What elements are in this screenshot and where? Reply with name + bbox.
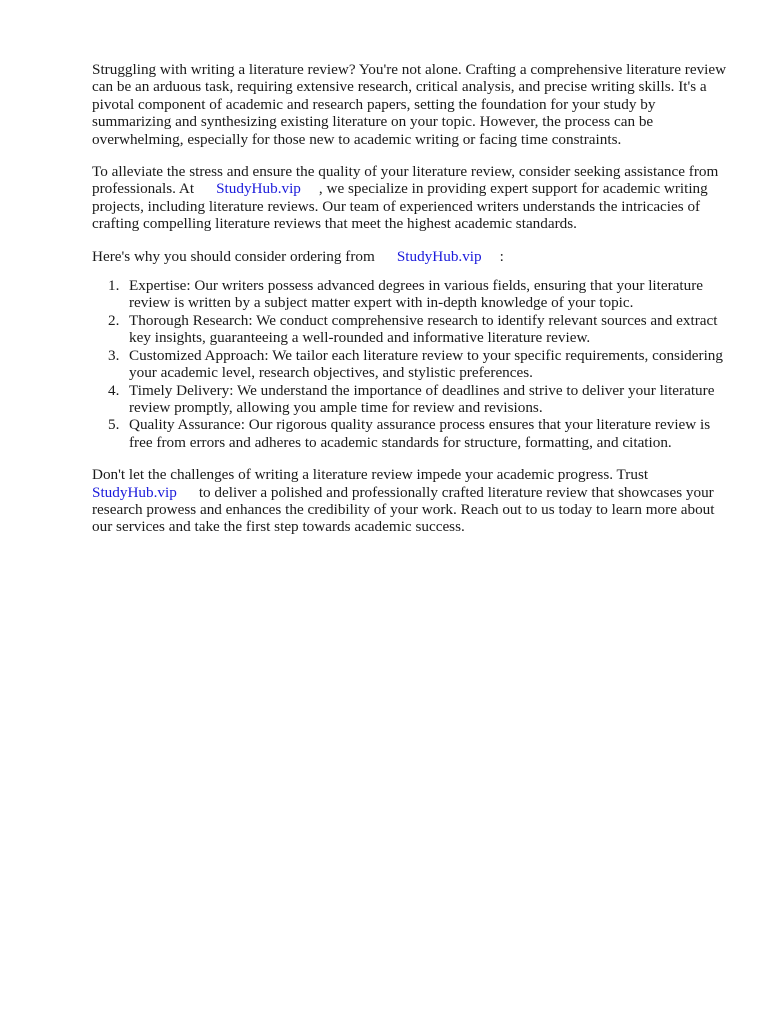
intro-paragraph: Struggling with writing a literature review? You're not alone. Crafting a comprehensive literature review can be an arduous task, requiring extensive research, critical analysis, and precise writing skills. It's a pivotal component of academic and research papers, setting the foundation for your study by summarizing and synthesizing existing literature on your topic. However, the process can be overwhelming, especially for those new to academic writing or facing time constraints. xyxy=(92,61,727,148)
alleviate-text-before: To alleviate the stress and ensure the quality of your literature review, consider seeking assistance from professionals. At xyxy=(92,163,719,198)
why-paragraph xyxy=(92,248,732,265)
alleviate-text-after: , we specialize in providing expert support for academic writing projects, including literature reviews. Our team of experienced writers understands the intricacies of crafting compelling literature reviews that meet the highest academic standards. xyxy=(92,180,708,233)
closing-text-before: Don't let the challenges of writing a literature review impede your academic progress. Trust xyxy=(92,466,649,484)
benefits-list xyxy=(92,277,732,451)
list-item-text: Quality Assurance: Our rigorous quality assurance process ensures that your literature review is free from errors and adheres to academic standards for structure, formatting, and citation. xyxy=(129,416,711,451)
list-item-number: 2. xyxy=(108,311,120,329)
list-item-text: Customized Approach: We tailor each literature review to your specific requirements, considering your academic level, research objectives, and stylistic preferences. xyxy=(129,346,723,382)
list-item-text: Expertise: Our writers possess advanced degrees in various fields, ensuring that your literature review is written by a subject matter expert with in-depth knowledge of your topic. xyxy=(129,277,704,312)
list-item xyxy=(92,312,732,347)
list-item-number: 3. xyxy=(108,346,120,364)
studyhub-link[interactable]: StudyHub.vip xyxy=(216,180,301,198)
list-item xyxy=(92,382,732,417)
alleviate-paragraph xyxy=(92,163,732,233)
document-page xyxy=(92,61,732,536)
list-item-text: Thorough Research: We conduct comprehensive research to identify relevant sources and extract key insights, guaranteeing a well-rounded and informative literature review. xyxy=(129,311,718,347)
why-text-before: Here's why you should consider ordering from xyxy=(92,247,375,265)
list-item-number: 5. xyxy=(108,416,120,434)
list-item-text: Timely Delivery: We understand the importance of deadlines and strive to deliver your literature review promptly, allowing you ample time for review and revisions. xyxy=(129,381,715,416)
list-item-number: 4. xyxy=(108,381,120,399)
list-item xyxy=(92,347,732,382)
closing-text-after: to deliver a polished and professionally crafted literature review that showcases your research prowess and enhances the credibility of your work. Reach out to us today to learn more about our services and take the first step towards academic success. xyxy=(92,483,715,536)
closing-paragraph xyxy=(92,466,732,536)
why-text-after: : xyxy=(499,247,504,265)
list-item xyxy=(92,416,732,451)
studyhub-link[interactable]: StudyHub.vip xyxy=(396,247,482,265)
list-item xyxy=(92,277,732,312)
studyhub-link[interactable]: StudyHub.vip xyxy=(92,483,177,501)
list-item-number: 1. xyxy=(108,277,120,295)
